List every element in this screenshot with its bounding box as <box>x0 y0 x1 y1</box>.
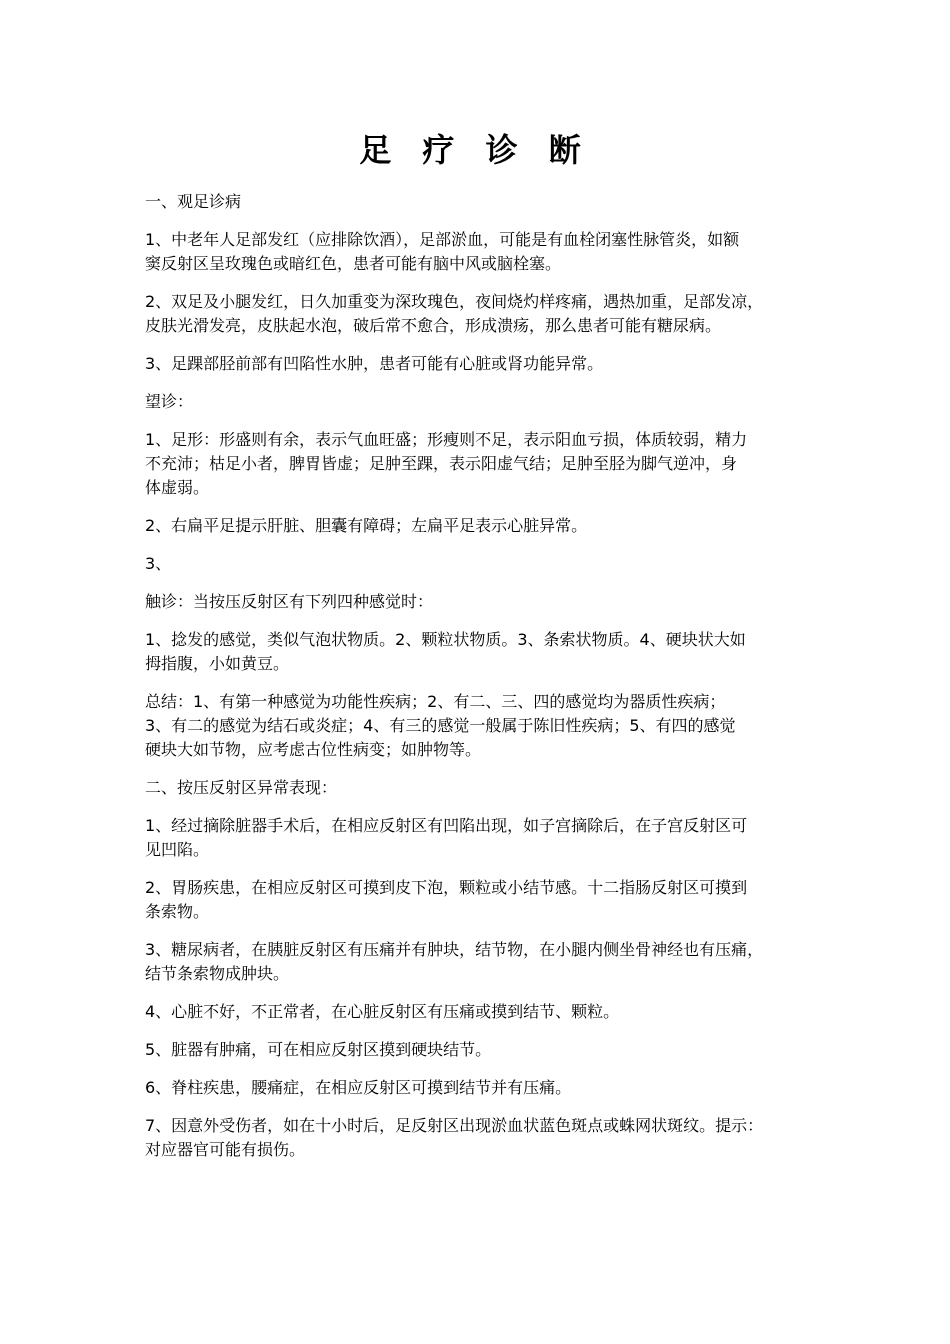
section-heading-2: 二、按压反射区异常表现： <box>145 778 338 797</box>
paragraph: 1、中老年人足部发红（应排除饮酒），足部淤血，可能是有血栓闭塞性脉管炎，如额 窦反射区呈玫瑰色或暗红色，患者可能有脑中风或脑栓塞。 <box>145 230 740 273</box>
paragraph: 1、捻发的感觉，类似气泡状物质。2、颗粒状物质。3、条索状物质。4、硬块状大如 拇指腹，小如黄豆。 <box>145 630 746 673</box>
document-body <box>145 190 817 1176</box>
paragraph: 2、右扁平足提示肝脏、胆囊有障碍；左扁平足表示心脏异常。 <box>145 516 588 535</box>
subheading-inspection: 望诊： <box>145 392 194 411</box>
paragraph: 5、脏器有肿痛，可在相应反射区摸到硬块结节。 <box>145 1040 492 1059</box>
page-title: 足 疗 诊 断 <box>359 131 591 169</box>
paragraph: 1、经过摘除脏器手术后，在相应反射区有凹陷出现，如子宫摘除后，在子宫反射区可 见凹陷。 <box>145 816 748 859</box>
summary-paragraph: 总结：1、有第一种感觉为功能性疾病；2、有二、三、四的感觉均为器质性疾病； 3、有二的感觉为结石或炎症；4、有三的感觉一般属于陈旧性疾病；5、有四的感觉 硬块大如节物，应考虑古位性病变；如肿物等。 <box>145 692 736 759</box>
paragraph: 1、足形：形盛则有余，表示气血旺盛；形瘦则不足，表示阳血亏损，体质较弱，精力 不充沛；枯足小者，脾胃皆虚；足肿至踝，表示阳虚气结；足肿至胫为脚气逆冲，身 体虚弱。 <box>145 430 748 497</box>
section-heading-1: 一、观足诊病 <box>145 192 242 211</box>
paragraph: 3、 <box>145 554 172 573</box>
paragraph: 3、糖尿病者，在胰脏反射区有压痛并有肿块，结节物，在小腿内侧坐骨神经也有压痛， 结节条索物成肿块。 <box>145 940 764 983</box>
paragraph: 2、双足及小腿发红，日久加重变为深玫瑰色，夜间烧灼样疼痛，遇热加重，足部发凉， 皮肤光滑发亮，皮肤起水泡，破后常不愈合，形成溃疡，那么患者可能有糖尿病。 <box>145 292 764 335</box>
paragraph: 2、胃肠疾患，在相应反射区可摸到皮下泡，颗粒或小结节感。十二指肠反射区可摸到 条索物。 <box>145 878 748 921</box>
subheading-palpation: 触诊：当按压反射区有下列四种感觉时： <box>145 592 434 611</box>
paragraph: 7、因意外受伤者，如在十小时后，足反射区出现淤血状蓝色斑点或蛛网状斑纹。提示： 对应器官可能有损伤。 <box>145 1116 764 1159</box>
paragraph: 4、心脏不好，不正常者，在心脏反射区有压痛或摸到结节、颗粒。 <box>145 1002 620 1021</box>
paragraph: 6、脊柱疾患，腰痛症，在相应反射区可摸到结节并有压痛。 <box>145 1078 572 1097</box>
paragraph: 3、足踝部胫前部有凹陷性水肿，患者可能有心脏或肾功能异常。 <box>145 354 604 373</box>
